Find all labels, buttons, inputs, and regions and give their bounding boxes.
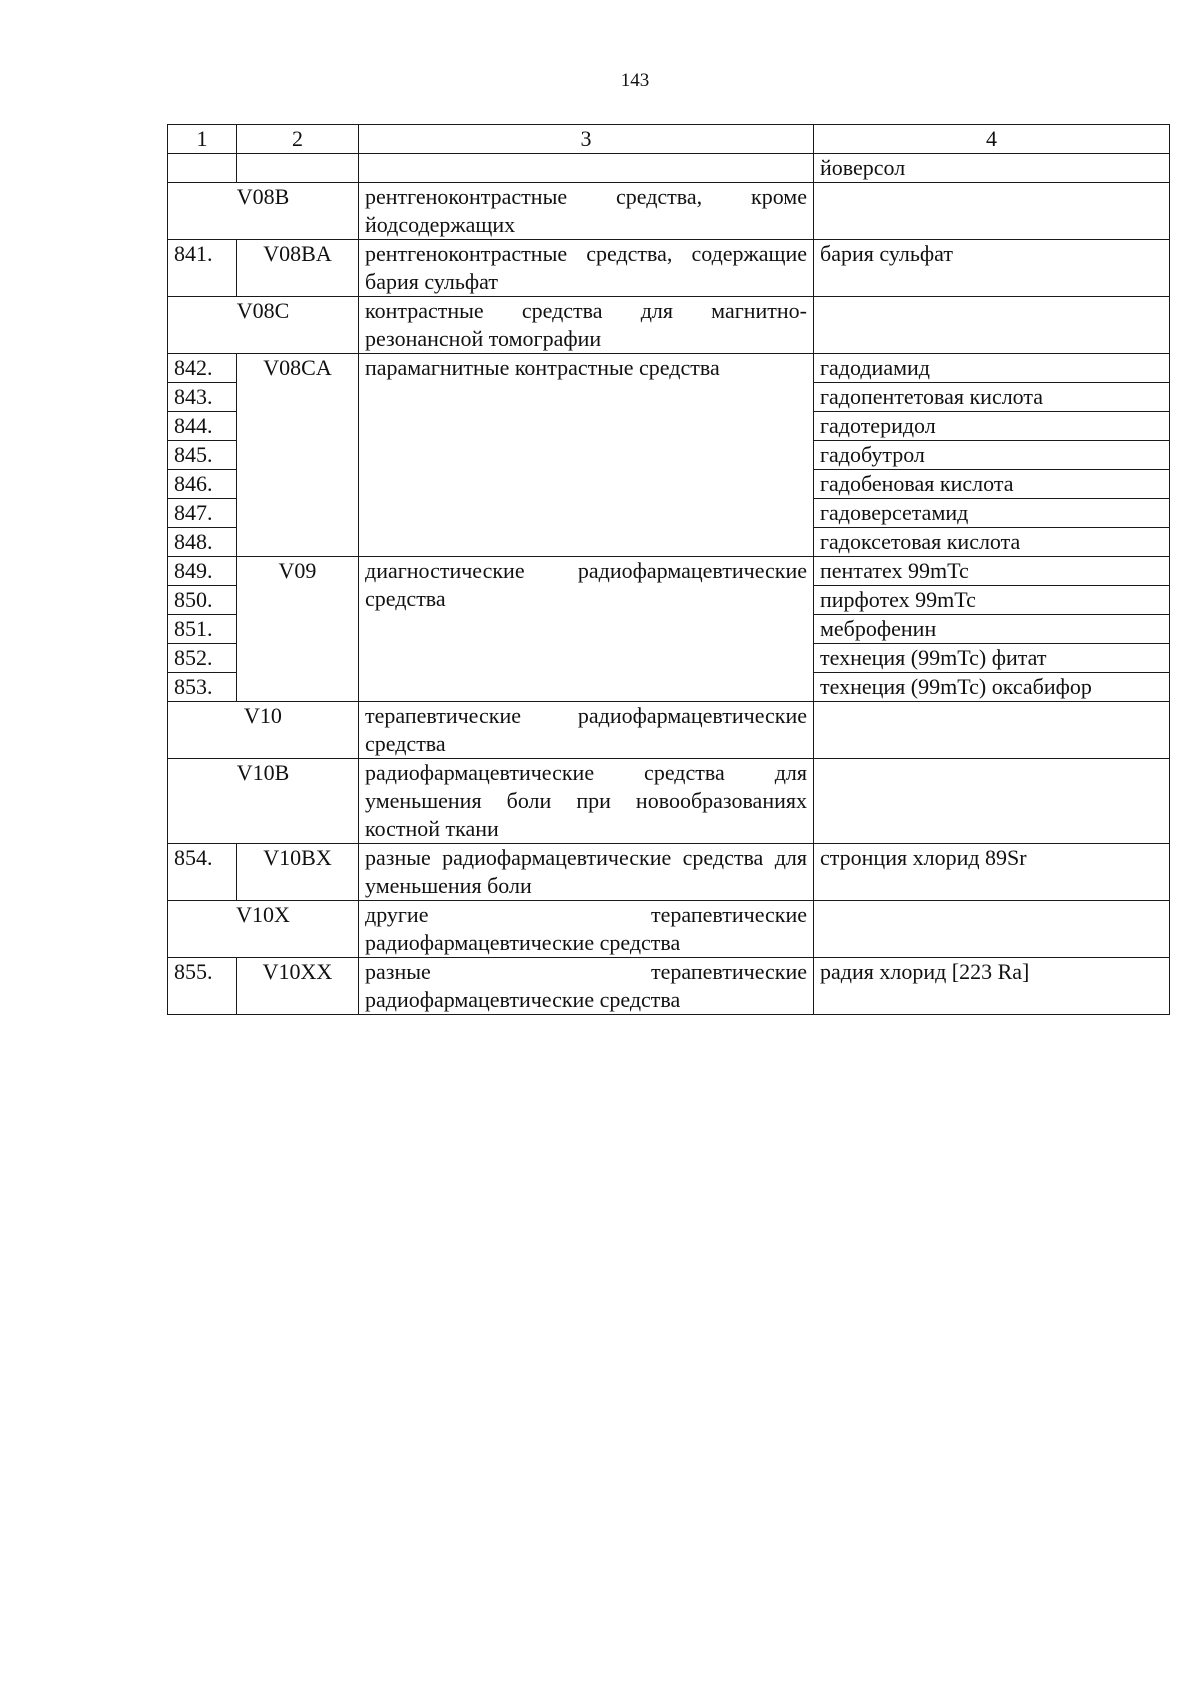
drug-cell: гадоверсетамид [814, 499, 1170, 528]
drug-cell: пентатех 99mTc [814, 557, 1170, 586]
description-cell [359, 154, 814, 183]
code-cell: V08CA [237, 354, 359, 557]
group-code-cell: V10B [168, 759, 359, 844]
drug-cell: стронция хлорид 89Sr [814, 844, 1170, 901]
column-header: 4 [814, 125, 1170, 154]
number-cell: 852. [168, 644, 237, 673]
table-row [168, 240, 1170, 297]
description-cell: рентгеноконтрастные средства, содержащие бария сульфат [359, 240, 814, 297]
drug-cell: гадодиамид [814, 354, 1170, 383]
drug-cell: меброфенин [814, 615, 1170, 644]
table-row [168, 557, 1170, 586]
table-header-row [168, 125, 1170, 154]
group-code-cell: V08B [168, 183, 359, 240]
drug-cell [814, 297, 1170, 354]
group-row [168, 759, 1170, 844]
drug-cell: гадоксетовая кислота [814, 528, 1170, 557]
group-code-cell: V08C [168, 297, 359, 354]
number-cell: 842. [168, 354, 237, 383]
number-cell: 853. [168, 673, 237, 702]
drug-cell: йоверсол [814, 154, 1170, 183]
drug-cell: пирфотех 99mTc [814, 586, 1170, 615]
drug-cell: гадобутрол [814, 441, 1170, 470]
table-body [168, 125, 1170, 1015]
number-cell: 849. [168, 557, 237, 586]
number-cell: 854. [168, 844, 237, 901]
column-header: 3 [359, 125, 814, 154]
group-row [168, 901, 1170, 958]
number-cell: 844. [168, 412, 237, 441]
description-cell: разные радиофармацевтические средства для уменьшения боли [359, 844, 814, 901]
number-cell [168, 154, 237, 183]
number-cell: 851. [168, 615, 237, 644]
description-cell: контрастные средства для магнитно-резонансной томографии [359, 297, 814, 354]
column-header: 2 [237, 125, 359, 154]
number-cell: 847. [168, 499, 237, 528]
drug-cell [814, 183, 1170, 240]
description-cell: рентгеноконтрастные средства, кроме йодсодержащих [359, 183, 814, 240]
drug-cell: бария сульфат [814, 240, 1170, 297]
number-cell: 855. [168, 958, 237, 1015]
number-cell: 843. [168, 383, 237, 412]
table-row [168, 844, 1170, 901]
page-number: 143 [620, 70, 650, 91]
table-row [168, 354, 1170, 383]
code-cell: V09 [237, 557, 359, 702]
description-cell: парамагнитные контрастные средства [359, 354, 814, 557]
code-cell [237, 154, 359, 183]
medication-table [167, 124, 1170, 1015]
group-code-cell: V10X [168, 901, 359, 958]
number-cell: 850. [168, 586, 237, 615]
drug-cell: технеция (99mTc) оксабифор [814, 673, 1170, 702]
number-cell: 845. [168, 441, 237, 470]
description-cell: радиофармацевтические средства для уменьшения боли при новообразованиях костной ткани [359, 759, 814, 844]
description-cell: терапевтические радиофармацевтические средства [359, 702, 814, 759]
description-cell: другие терапевтические радиофармацевтические средства [359, 901, 814, 958]
drug-cell [814, 759, 1170, 844]
code-cell: V10XX [237, 958, 359, 1015]
description-cell: диагностические радиофармацевтические средства [359, 557, 814, 702]
number-cell: 841. [168, 240, 237, 297]
drug-cell [814, 702, 1170, 759]
drug-cell: гадобеновая кислота [814, 470, 1170, 499]
group-row [168, 183, 1170, 240]
drug-cell: гадотеридол [814, 412, 1170, 441]
group-code-cell: V10 [168, 702, 359, 759]
drug-cell: гадопентетовая кислота [814, 383, 1170, 412]
number-cell: 846. [168, 470, 237, 499]
code-cell: V08BA [237, 240, 359, 297]
number-cell: 848. [168, 528, 237, 557]
code-cell: V10BX [237, 844, 359, 901]
table-row [168, 958, 1170, 1015]
table-row [168, 154, 1170, 183]
group-row [168, 297, 1170, 354]
column-header: 1 [168, 125, 237, 154]
drug-cell: технеция (99mTc) фитат [814, 644, 1170, 673]
drug-cell: радия хлорид [223 Ra] [814, 958, 1170, 1015]
drug-cell [814, 901, 1170, 958]
description-cell: разные терапевтические радиофармацевтические средства [359, 958, 814, 1015]
group-row [168, 702, 1170, 759]
